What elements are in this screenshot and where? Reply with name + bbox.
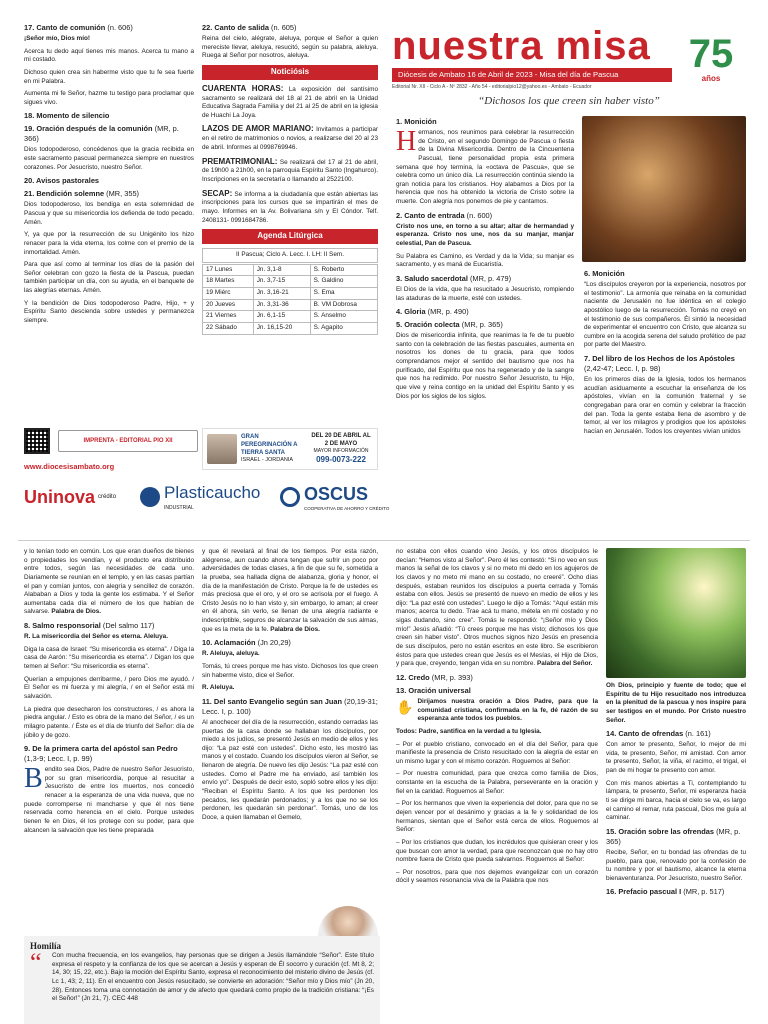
agenda-cell: S. Ema: [310, 288, 377, 300]
sponsor-name: Plasticaucho: [164, 483, 261, 503]
lower-column-1: [24, 548, 194, 932]
ad-sub: ISRAEL - JORDANIA: [241, 457, 294, 464]
drop-cap: B: [24, 763, 43, 795]
section-12: 12. Credo (MR, p. 393): [396, 672, 473, 682]
paragraph: Querían a empujones derribarme, / pero Dios me ayudó. / El Señor es mi fuerza y mi alegría, / en el Señor está mi salvación.: [24, 675, 194, 700]
section-18: 18. Momento de silencio: [24, 111, 110, 121]
paragraph: no estaba con ellos cuando vino Jesús, y los otros discípulos le decían: “Hemos visto al Señor”. Pero él les contestó: “Si no veo en sus manos la señal de los clavos y si no meto mi dedo en los agujeros de los clavos y no meto mi mano en su costado, no creeré”. Ocho días después, estaban reunidos los discípulos a puerta cerrada y Tomás estaba con ellos. Jesús se presentó de nuevo en medio de ellos y les dijo: “La paz esté con ustedes”. Luego le dijo a Tomás: “Aquí están mis manos; acerca tu dedo. Trae acá tu mano, métela en mi costado y no sigas dudando, sino cree”. Tomás le respondió: “¡Señor mío y Dios mío!” Jesús añadió: “Tú crees porque me has visto; dichosos los que creen sin haber visto”. Otros muchos signos hizo Jesús en presencia de sus discípulos, pero no están escritos en este libro. Se escribieron éstos para que ustedes crean que Jesús es el Mesías, el Hijo de Dios, y para que, creyendo, tengan vida en su nombre. Palabra del Señor.: [396, 548, 598, 668]
website-link[interactable]: www.diocesisambato.org: [24, 462, 115, 471]
painting-thomas: [582, 116, 746, 262]
intercession: – Por el pueblo cristiano, convocado en el día del Señor, para que manifieste la presencia de Cristo resucitado con la alegría de estar en un mismo lugar y con el mismo corazón. Roguemos al Señor:: [396, 740, 598, 765]
agenda-cell: S. Agapito: [310, 322, 377, 334]
paragraph: Su Palabra es Camino, es Verdad y da la Vida; su manjar es sacramento, y es maná de Eucaristía.: [396, 252, 574, 269]
masthead-title: nuestra misa: [392, 24, 651, 68]
sponsor-name: Uninova: [24, 486, 96, 507]
news-item: CUARENTA HORAS: La exposición del santísimo sacramento se realizará del 18 al 21 de abril en la Unidad Educativa Sagrada Familia y del 21 al 25 de abril en la iglesia de Huachi La Joya.: [202, 83, 378, 119]
paragraph: Y, ya que por la resurrección de su Unigénito los hizo renacer para la vida eterna, los colme con el premio de la inmortalidad. Amén.: [24, 231, 194, 256]
section-8: 8. Salmo responsorial (Del salmo 117): [24, 621, 155, 631]
acclamation: R. Aleluya.: [202, 684, 235, 692]
section-15: 15. Oración sobre las ofrendas (MR, p. 365): [606, 826, 741, 846]
intercession: – Por nosotros, para que nos dejemos evangelizar con un corazón dócil y seamos resonancia viva de la Palabra que nos: [396, 868, 598, 885]
agenda-table: [202, 264, 378, 335]
photo-man-praying: [606, 548, 746, 678]
column-1: [24, 20, 194, 450]
lower-column-3: [396, 548, 598, 1024]
section-16: 16. Prefacio pascual I (MR, p. 517): [606, 887, 725, 897]
section-20: 20. Avisos pastorales: [24, 176, 100, 186]
sponsor-sub: COOPERATIVA DE AHORRO Y CRÉDITO: [304, 506, 390, 512]
agenda-row: [203, 311, 378, 323]
ad-title: GRAN PEREGRINACIÓN A TIERRA SANTA: [241, 434, 298, 457]
paragraph: Tomás, tú crees porque me has visto. Dichosos los que creen sin haberme visto, dice el Señor.: [202, 663, 378, 679]
paragraph: En los primeros días de la Iglesia, todos los hermanos acudían asiduamente a escuchar la enseñanza de los apóstoles, vivían en la comunión fraternal y se congregaban para orar en común y celebrar la fracción del pan. Toda la gente estaba llena de asombro y de temor, al ver los milagros y prodigios que los apóstoles hacían en Jerusalén. Todos los creyentes vivían unidos: [584, 376, 746, 435]
paragraph: Dichoso quien crea sin haberme visto que tu fe sea fuerte en mi Palabra.: [24, 68, 194, 85]
masthead: [392, 26, 672, 91]
section-9: 9. De la primera carta del apóstol san Pedro (1,3-9; Lecc. I, p. 99): [24, 744, 178, 764]
agenda-row: [203, 288, 378, 300]
paragraph: Dios todopoderoso, los bendiga en esta solemnidad de Pascua y que su misericordia los defienda de todo pecado. Amén.: [24, 201, 194, 226]
paragraph: Dios de misericordia infinita, que reanimas la fe de tu pueblo santo con la celebración de las fiestas pascuales, aumenta en nosotros los dones de tu gracia, para que todos comprendamos mejor el sentido del bautismo que nos ha purificado, del Espíritu que nos ha regenerado y de la sangre que nos ha redimido. Por nuestro Señor Jesucristo, tu Hijo, que vive y reina contigo en la unidad del Espíritu Santo y es Dios por los siglos de los siglos.: [396, 332, 574, 400]
badge-text: años: [701, 73, 721, 83]
column-3: [396, 114, 574, 534]
agenda-row: [203, 322, 378, 334]
paragraph: Recibe, Señor, en tu bondad las ofrendas de tu pueblo, para que, renovado por la confesión de tu nombre y por el bautismo, alcance la eterna bienaventuranza. Por Jesucristo, nuestro Señor.: [606, 848, 746, 882]
paragraph: Al anochecer del día de la resurrección, estando cerradas las puertas de la casa donde se hallaban los discípulos, por miedo a los judíos, se presentó Jesús en medio de ellos y les dijo: “La paz esté con ustedes”. Dicho esto, les mostró las manos y el costado. Cuando los discípulos vieron al Señor, se llenaron de alegría. De nuevo les dijo Jesús: “La paz esté con ustedes. Como el Padre me ha enviado, así también los envío yo”. Después de decir esto, sopló sobre ellos y les dijo: “Reciban el Espíritu Santo. A los que les perdonen los pecados, les quedarán perdonados; y a los que no se los perdonen, les quedarán sin perdonar”. Tomás, uno de los Doce, a quien llamaban el Gemelo,: [202, 718, 378, 821]
sponsor-sub: crédito: [98, 493, 117, 500]
song-title: ¡Señor mío, Dios mío!: [24, 34, 91, 42]
lower-column-4: [606, 682, 746, 1024]
section-3: 3. Saludo sacerdotal (MR, p. 479): [396, 273, 512, 283]
section-14: 14. Canto de ofrendas (n. 161): [606, 729, 711, 739]
drop-cap: H: [396, 125, 417, 157]
sponsor-name: OSCUS: [304, 483, 369, 504]
section-10: 10. Aclamación (Jn 20,29): [202, 638, 291, 648]
news-item: SECAP: Se informa a la ciudadanía que están abiertas las inscripciones para los cursos que se impartirán el mes de mayo. Informes en la Av. Bolivariana s/n y El Cóndor. Telf. 2408131- 0991684786.: [202, 188, 378, 224]
news-banner: Noticiósis: [202, 65, 378, 80]
paragraph: El Dios de la vida, que ha resucitado a Jesucristo, rompiendo las ataduras de la muerte, esté con ustedes.: [396, 285, 574, 302]
intercession: – Por nuestra comunidad, para que crezca como familia de Dios, constante en la escucha de la Palabra, perseverante en la oración y fiel en la caridad. Roguemos al Señor:: [396, 770, 598, 795]
agenda-cell: 22 Sábado: [203, 322, 254, 334]
paragraph: Cristo nos une, en torno a su altar; altar de hermandad y esperanza. Cristo nos une, nos da su manjar, manjar celestial, Pan de Pascua.: [396, 222, 574, 248]
column-2: [202, 20, 378, 440]
agenda-cell: B. VM Dobrosa: [310, 299, 377, 311]
agenda-cell: Jn. 3,31-36: [253, 299, 310, 311]
agenda-cell: S. Galdino: [310, 276, 377, 288]
prayer-intro: ✋ Dirijamos nuestra oración a Dios Padre, para que la comunidad cristiana, confirmada en la fe, dé razón de su esperanza ante todos los pueblos.: [396, 697, 598, 723]
agenda-cell: Jn. 16,15-20: [253, 322, 310, 334]
section-5: 5. Oración colecta (MR, p. 365): [396, 320, 503, 330]
press-logo: IMPRENTA - EDITORIAL PIO XII: [58, 430, 198, 452]
gospel-quote: “Dichosos los que creen sin haber visto”: [478, 95, 660, 107]
agenda-cell: Jn. 3,7-15: [253, 276, 310, 288]
sponsor-oscus: [280, 482, 389, 512]
agenda-cell: 19 Miérc: [203, 288, 254, 300]
oscus-icon: [280, 487, 300, 507]
lower-column-2: [202, 548, 378, 932]
homily-title: Homilía: [30, 941, 61, 951]
paragraph: Con mis manos abiertas a Ti, contemplando tu lámpara, te presento, Señor, mi esperanza hacia ti se dirige mi barca, hacia el cielo se va, es largo el camino el remar, ruta pascual, Dios me guía al caminar.: [606, 779, 746, 822]
quote-mark-icon: “: [30, 948, 42, 977]
agenda-row: [203, 276, 378, 288]
intercession: – Por los cristianos que dudan, los incrédulos que quisieran creer y los que buscan con amor la verdad, para que reconozcan que no hay otro nombre fuera de Cristo que pueda salvarnos. Roguemos al Señor:: [396, 838, 598, 864]
paragraph: Y la bendición de Dios todopoderoso Padre, Hijo, + y Espíritu Santo descienda sobre ustedes y permanezca siempre.: [24, 299, 194, 324]
agenda-cell: 17 Lunes: [203, 264, 254, 276]
paragraph: Acerca tu dedo aquí tienes mis manos. Acerca tu mano a mi costado.: [24, 47, 194, 64]
ad-info: MAYOR INFORMACIÓN: [313, 448, 369, 455]
section-1: 1. Monición: [396, 117, 437, 126]
agenda-head: II Pascua; Ciclo A. Lecc. I. LH: II Sem.: [202, 248, 378, 263]
plasticaucho-icon: [140, 487, 160, 507]
paragraph: Hermanos, nos reunimos para celebrar la resurrección de Cristo, en el segundo Domingo de Pascua o fiesta de la Divina Misericordia. Dentro de la Cincuentena Pascual, tiene personalidad propia esta primera semana que hoy termina, la «octava de Pascua», que se celebra como un único día. La resurrección continúa siendo la gran noticia para los cristianos. Hoy alabamos a Dios por la herencia que nos ha obtenido la victoria de Cristo sobre la muerte. Con alegría nos ponemos de pie y cantamos.: [396, 125, 574, 206]
sponsor-plasticaucho: [140, 482, 260, 512]
paragraph: Aumenta mi fe Señor, hazme tu testigo para proclamar que sigues vivo.: [24, 90, 194, 106]
masthead-edition: Editorial Nr. XII - Ciclo A - Nº 2832 - Año 54 - editorialpio12@yahoo.es - Ambato - Ecuador: [392, 84, 592, 91]
qr-code: [24, 428, 50, 454]
paragraph: Bendito sea Dios, Padre de nuestro Señor Jesucristo, por su gran misericordia, porque al resucitar a Jesucristo de entre los muertos, nos concedió renacer a la esperanza de una vida nueva, que no puede corromperse ni mancharse y que él nos tiene reservada como herencia en el cielo. Porque ustedes tienen fe en Dios, él los protege con su poder, para que alcancen la salvación que les tiene preparada: [24, 763, 194, 834]
section-2: 2. Canto de entrada (n. 600): [396, 210, 493, 220]
paragraph: “Los discípulos creyeron por la experiencia, nosotros por el testimonio”. La armonía que reinaba en la comunidad naciente de Jerusalén no fue idéntica en el colegio apostólico luego de la resurrección. Tomás no creyó en el testimonio de sus compañeros. Él sintió la necesidad de experimentar el encuentro con Cristo, que alcanza su cumbre en la acogida serena del saludo profético de paz por parte del Maestro.: [584, 280, 746, 349]
agenda-row: [203, 264, 378, 276]
masthead-subtitle: Diócesis de Ambato 16 de Abril de 2023 - Misa del día de Pascua: [392, 68, 672, 82]
paragraph: y que él revelará al final de los tiempos. Por esta razón, alégrense, aun cuando ahora tengan que sufrir un poco por adversidades de todas clases, a fin de que su fe, sometida a la prueba, sea hallada digna de alabanza, gloria y honor, el día de la manifestación de Cristo. Porque la fe de ustedes es más preciosa que el oro, y el oro se acrisola por el fuego. A Cristo Jesús no lo han visto y, sin embargo, lo aman; al creer en él ahora, sin verlo, se llenan de una alegría radiante e indescriptible, seguros de alcanzar la salvación de sus almas, que es la meta de la fe. Palabra de Dios.: [202, 548, 378, 633]
section-21: 21. Bendición solemne (MR, 355): [24, 189, 140, 199]
ad-phone: 099-0073-222: [316, 455, 366, 465]
agenda-cell: S. Anselmo: [310, 311, 377, 323]
prayer-icon: ✋: [396, 698, 414, 715]
homily-box: [24, 936, 380, 1024]
paragraph: Reina del cielo, alégrate, aleluya, porque el Señor a quien mereciste llevar, aleluya, resucitó, según su palabra, aleluya. Ruega al Señor por nosotros, aleluya.: [202, 34, 378, 60]
sponsor-uninova: [24, 482, 116, 512]
section-17: 17. Canto de comunión (n. 606): [24, 23, 133, 32]
agenda-cell: Jn. 6,1-15: [253, 311, 310, 323]
agenda-cell: Jn. 3,16-21: [253, 288, 310, 300]
ad-dates: DEL 20 DE ABRIL AL 2 DE MAYO: [311, 433, 371, 448]
anniversary-badge: [676, 26, 746, 92]
intercession: – Por los hermanos que viven la experiencia del dolor, para que no se dejen vencer por el desánimo y gracias a la fe y solidaridad de los hermanos, sientan que el Señor está cerca de ellos. Roguemos al Señor:: [396, 800, 598, 834]
section-6: 6. Monición: [584, 269, 625, 278]
sponsor-sub: INDUSTRIAL: [164, 505, 194, 512]
agenda-cell: Jn. 3,1-8: [253, 264, 310, 276]
section-13: 13. Oración universal: [396, 685, 471, 695]
paragraph: y lo tenían todo en común. Los que eran dueños de bienes o propiedades los vendían, y el producto era distribuido entre todos, según las necesidades de cada uno. Diariamente se reunían en el templo, y en las casas partían el pan y comían juntos, con alegría y sencillez de corazón. Alababan a Dios y toda la gente los estimaba. Y el Señor aumentaba cada día el número de los que habían de salvarse. Palabra de Dios.: [24, 548, 194, 616]
photo-caption: Oh Dios, principio y fuente de todo; que el Espíritu de tu Hijo resucitado nos introduzca en la plenitud de la pascua y nos inspire para ser testigos en el mundo. Por Cristo nuestro Señor.: [606, 682, 746, 724]
paragraph: Para que así como al terminar los días de la pasión del Señor celebran con gozo la fiesta de la Pascua, puedan también participar un día, con su ayuda, en el banquete de las alegrías eternas. Amén.: [24, 261, 194, 295]
news-item: PREMATRIMONIAL: Se realizará del 17 al 21 de abril, de 19h00 a 21h00, en la parroquia Espíritu Santo (Ingahurco). Inscripciones en la secretaría o llamando al 2522100.: [202, 156, 378, 183]
paragraph: La piedra que desecharon los constructores, / es ahora la piedra angular. / Esto es obra de la mano del Señor, / es un milagro patente. / Éste es el día de triunfo del Señor: día de júbilo y de gozo.: [24, 705, 194, 739]
psalm-response: R. La misericordia del Señor es eterna. Aleluya.: [24, 633, 168, 641]
section-19: 19. Oración después de la comunión (MR, p. 366): [24, 124, 179, 144]
badge-number: 75: [688, 31, 734, 76]
agenda-banner: Agenda Litúrgica: [202, 229, 378, 244]
paragraph: Con amor te presento, Señor, lo mejor de mi vida, te presento, Señor, mi amistad. Con amor te presento, Señor, la viña, el racimo, el trigal, el pan de mi hogar te presento con amor.: [606, 741, 746, 775]
section-4: 4. Gloria (MR, p. 490): [396, 307, 469, 317]
acclamation: R. Aleluya, aleluya.: [202, 650, 260, 658]
column-4: [584, 266, 746, 478]
ad-photo: [207, 434, 237, 464]
homily-text: Con mucha frecuencia, en los evangelios, hay personas que se dirigen a Jesús llamándole “Señor”. Este título expresa el respeto y la confianza de los que se acercan a Jesús y esperan de Él socorro y curación (cf. Mt 8, 2; 14, 30; 15, 22, etc.). Bajo la moción del Espíritu Santo, expresa el reconocimiento del misterio divino de Jesús (cf. Lc 1, 43; 2, 11). En el encuentro con Jesús resucitado, se convierte en adoración: “Señor mío y Dios mío” (Jn 20, 28). Entonces toma una connotación de amor y de afecto que quedará como propio de la tradición cristiana: “¡Es el Señor!” (Jn 21, 7). CEC 448: [52, 952, 374, 1003]
section-22: 22. Canto de salida (n. 605): [202, 23, 297, 32]
agenda-cell: 18 Martes: [203, 276, 254, 288]
paragraph: Dios todopoderoso, concédenos que la gracia recibida en este sacramento pascual permanezca siempre en nuestros corazones. Por Jesucristo, nuestro Señor.: [24, 146, 194, 171]
agenda-row: [203, 299, 378, 311]
agenda-cell: 21 Viernes: [203, 311, 254, 323]
section-7: 7. Del libro de los Hechos de los Apóstoles (2,42-47; Lecc. I, p. 98): [584, 354, 735, 374]
agenda-cell: 20 Jueves: [203, 299, 254, 311]
agenda-cell: S. Roberto: [310, 264, 377, 276]
section-11: 11. Del santo Evangelio según san Juan (20,19-31; Lecc. I, p. 100): [202, 696, 378, 716]
news-item: LAZOS DE AMOR MARIANO: Invitamos a participar en el retiro de matrimonios o novios, a realizarse del 20 al 23 de abril. Informes al 0998769946.: [202, 124, 378, 151]
pilgrimage-ad: [202, 428, 378, 470]
prayer-response: Todos: Padre, santifica en la verdad a tu Iglesia.: [396, 727, 542, 735]
page-divider: [18, 540, 750, 541]
paragraph: Diga la casa de Israel: “Su misericordia es eterna”. / Diga la casa de Aarón: “Su misericordia es eterna”. / Digan los que temen al Señor: “Su misericordia es eterna”.: [24, 645, 194, 671]
